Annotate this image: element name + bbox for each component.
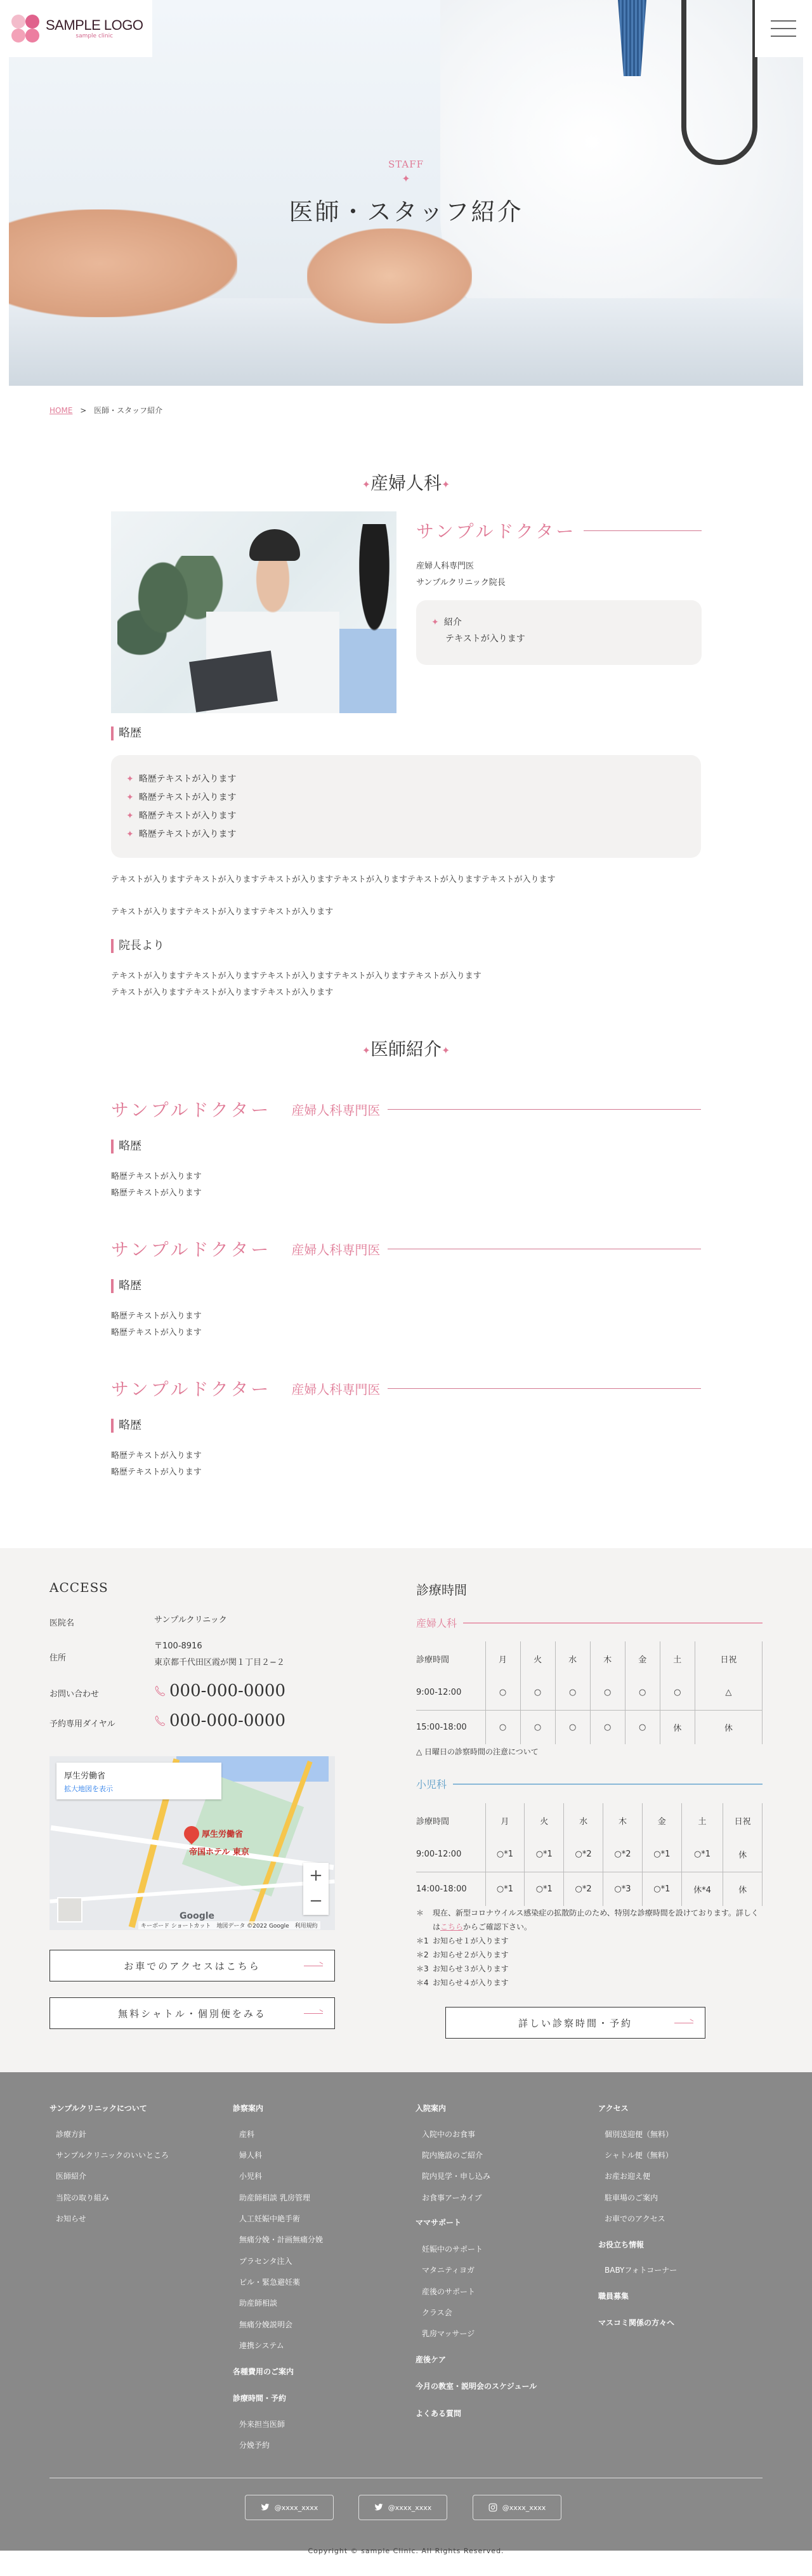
zoom-out-button[interactable]: − [309, 1891, 323, 1910]
cell: ○*1 [525, 1837, 564, 1872]
postal-code: 〒100-8916 [154, 1641, 202, 1651]
page-title: 医師・スタッフ紹介 [289, 198, 523, 226]
access-label: 予約専用ダイヤル [49, 1719, 115, 1729]
instagram-icon [488, 2503, 497, 2512]
cell: ○ [485, 1710, 520, 1744]
sns-handle: @xxxx_xxxx [274, 2503, 318, 2512]
footer-link[interactable]: 妊娠中のサポート [422, 2245, 483, 2254]
body-paragraph: テキストが入りますテキストが入りますテキストが入ります [111, 907, 334, 917]
footer-heading[interactable]: 産後ケア [416, 2355, 447, 2364]
footer [0, 2072, 812, 2551]
street-address: 東京都千代田区霞が関１丁目２−２ [154, 1658, 285, 1667]
note-key: ＊3 [416, 1964, 429, 1973]
cell: ○*1 [642, 1837, 681, 1872]
hamburger-line [771, 36, 796, 37]
footer-link[interactable]: 入院中のお食事 [422, 2130, 476, 2139]
phone-icon [154, 1714, 166, 1727]
logo-sub-text: sample clinic [75, 32, 114, 39]
sns-handle: @xxxx_xxxx [388, 2503, 432, 2512]
career-text: 略歴テキストが入ります [138, 792, 237, 803]
footer-link[interactable]: ピル・緊急避妊薬 [239, 2278, 301, 2287]
hours-title: 診療時間 [416, 1582, 467, 1598]
footer-link[interactable]: 助産師相談 乳房管理 [239, 2193, 310, 2202]
breadcrumb-home-link[interactable]: HOME [49, 406, 73, 415]
footer-link[interactable]: サンプルクリニックのいいところ [56, 2151, 169, 2160]
footer-heading[interactable]: 診察案内 [233, 2104, 264, 2113]
map-pin-label: 厚生労働省 [202, 1830, 244, 1839]
header-cell: 日祝 [723, 1803, 763, 1837]
footer-heading[interactable]: 診療時間・予約 [233, 2394, 287, 2403]
list-item [126, 770, 686, 789]
message-line: テキストが入りますテキストが入りますテキストが入ります [111, 988, 334, 997]
doctor-specialty: 産婦人科専門医 [291, 1381, 381, 1397]
cell: △ [695, 1676, 762, 1710]
note-text: お知らせ４が入ります [433, 1978, 509, 1987]
header-cell: 水 [555, 1641, 590, 1676]
cell: ○*1 [681, 1837, 723, 1872]
footer-link[interactable]: 院内見学・申し込み [422, 2172, 491, 2181]
cell: ○ [625, 1676, 660, 1710]
footer-link[interactable]: BABYフォトコーナー [605, 2266, 678, 2275]
dept-label: 産婦人科 [416, 1617, 457, 1629]
address [154, 1638, 285, 1671]
cell: 休*4 [681, 1872, 723, 1906]
footer-heading[interactable]: 各種費用のご案内 [233, 2367, 294, 2376]
shuttle-button[interactable] [49, 1997, 335, 2029]
note-text: お知らせ３が入ります [433, 1964, 509, 1973]
access-label: お問い合わせ [49, 1690, 100, 1699]
footer-heading[interactable]: お役立ち情報 [598, 2240, 645, 2249]
cell: 9:00-12:00 [416, 1850, 462, 1860]
dept-heading-obgyn [416, 1615, 763, 1630]
sns-handle: @xxxx_xxxx [502, 2503, 546, 2512]
doctor-name-heading [111, 1236, 701, 1261]
twitter-link[interactable] [358, 2495, 447, 2520]
career-line: 略歴テキストが入ります [111, 1468, 202, 1477]
footer-link[interactable]: 外来担当医師 [239, 2420, 285, 2429]
sparkle-icon: ✦ [126, 811, 134, 821]
header-cell: 月 [485, 1803, 525, 1837]
cell: 14:00-18:00 [416, 1872, 485, 1906]
footer-heading[interactable]: マスコミ関係の方々へ [598, 2318, 675, 2327]
footer-link[interactable]: 産科 [239, 2130, 255, 2139]
arrow-right-icon [304, 2013, 323, 2014]
role-line: 産婦人科専門医 [416, 562, 475, 571]
street-view-button[interactable] [57, 1897, 82, 1922]
career-line: 略歴テキストが入ります [111, 1172, 202, 1181]
note-key: ＊2 [416, 1950, 429, 1959]
header-cell: 水 [564, 1803, 603, 1837]
cell: ○ [520, 1710, 555, 1744]
footer-link[interactable]: マタニティヨガ [422, 2266, 475, 2275]
cell: 休 [695, 1710, 762, 1744]
breadcrumb-current: 医師・スタッフ紹介 [94, 406, 163, 415]
sunday-note: △ 日曜日の診察時間の注意について [416, 1747, 539, 1756]
message-heading: 院長より [111, 939, 164, 953]
footer-heading[interactable]: アクセス [598, 2104, 629, 2113]
twitter-icon [374, 2504, 383, 2511]
breadcrumb-separator: > [80, 406, 87, 415]
cell: ○*1 [485, 1837, 525, 1872]
map-zoom-control [303, 1863, 329, 1915]
doctor-specialty: 産婦人科専門医 [291, 1102, 381, 1118]
section-title-obgyn [0, 470, 812, 495]
cell: ○ [590, 1676, 625, 1710]
list-item [126, 789, 686, 807]
access-title: ACCESS [49, 1580, 108, 1595]
note-key: ＊4 [416, 1978, 429, 1987]
cell: ○*1 [485, 1872, 525, 1906]
divider-line [388, 1388, 701, 1389]
divider-line [388, 1109, 701, 1110]
cell: ○*3 [603, 1872, 643, 1906]
cell: ○ [485, 1676, 520, 1710]
footer-link[interactable]: 小児科 [239, 2172, 263, 2181]
footer-link[interactable]: 連携システム [239, 2341, 284, 2350]
hamburger-line [771, 28, 796, 29]
section-title-text: 医師紹介 [370, 1039, 442, 1060]
cell: 15:00-18:00 [416, 1710, 485, 1744]
career-line: 略歴テキストが入ります [111, 1311, 202, 1321]
sparkle-icon: ✦ [362, 478, 370, 490]
map-enlarge-link[interactable]: 拡大地図を表示 [64, 1785, 113, 1793]
map-info-card [56, 1763, 221, 1799]
doctor-specialty: 産婦人科専門医 [291, 1242, 381, 1258]
clover-logo-icon [10, 13, 41, 44]
cell: ○ [555, 1676, 590, 1710]
zoom-in-button[interactable]: + [309, 1866, 323, 1885]
header-cell: 金 [642, 1803, 681, 1837]
career-list [111, 755, 701, 858]
map-place-name: 厚生労働省 [64, 1771, 106, 1781]
doctor-name-heading [111, 1096, 701, 1122]
footer-link[interactable]: 分娩予約 [239, 2441, 270, 2450]
sparkle-icon: ✦ [126, 829, 134, 839]
cell: ○*2 [603, 1837, 643, 1872]
note-text: からご確認下さい。 [463, 1922, 532, 1931]
header-cell: 木 [590, 1641, 625, 1676]
obgyn-hours-table [416, 1641, 763, 1744]
logo-main-text: SAMPLE LOGO [46, 16, 143, 33]
button-label: お車でのアクセスはこちら [124, 1960, 261, 1972]
footer-link[interactable]: 当院の取り組み [56, 2193, 110, 2202]
map-landmark-label: 帝国ホテル 東京 [189, 1848, 249, 1857]
note-key: ＊ [416, 1909, 424, 1917]
note-text: お知らせ１が入ります [433, 1936, 509, 1945]
clinic-name: サンプルクリニック [154, 1615, 227, 1625]
message-line: テキストが入りますテキストが入りますテキストが入りますテキストが入りますテキストが入ります [111, 971, 481, 981]
footer-heading[interactable]: よくある質問 [416, 2409, 462, 2418]
page-hero-title [0, 159, 812, 227]
director-name-heading [416, 518, 702, 543]
cell: ○*2 [564, 1872, 603, 1906]
cell: ○*1 [642, 1872, 681, 1906]
footer-heading[interactable]: 入院案内 [416, 2104, 447, 2113]
header-cell: 診療時間 [416, 1817, 450, 1827]
cell: 休 [660, 1710, 695, 1744]
phone-icon [154, 1685, 166, 1697]
footer-link[interactable]: クラス会 [422, 2308, 452, 2317]
button-label: 詳しい診察時間・予約 [518, 2017, 632, 2029]
career-line: 略歴テキストが入ります [111, 1188, 202, 1198]
dept-heading-pediatrics [416, 1777, 763, 1791]
sparkle-icon: ✦ [442, 1044, 450, 1056]
footer-link[interactable]: 駐車場のご案内 [605, 2193, 658, 2202]
list-item [126, 825, 686, 844]
footer-link[interactable]: 産後のサポート [422, 2287, 476, 2296]
note-item [416, 1934, 763, 1948]
note-item [416, 1976, 763, 1990]
header-cell: 土 [681, 1803, 723, 1837]
career-text: 略歴テキストが入ります [138, 829, 237, 839]
note-item [416, 1962, 763, 1976]
doctor-role [416, 558, 506, 591]
phone-number: 000-000-0000 [169, 1711, 285, 1730]
doctor-name: サンプルドクター [111, 1239, 272, 1260]
cell: 9:00-12:00 [416, 1688, 462, 1698]
doctor-name: サンプルドクター [416, 521, 577, 542]
details-link[interactable]: こちら [440, 1922, 464, 1931]
hamburger-menu-icon [771, 20, 796, 22]
site-logo[interactable] [0, 0, 152, 57]
header-cell: 金 [625, 1641, 660, 1676]
contact-phone[interactable] [154, 1681, 285, 1700]
cell: ○ [555, 1710, 590, 1744]
table-row [416, 1676, 763, 1710]
doctor-name: サンプルドクター [111, 1379, 272, 1400]
table-row [416, 1710, 763, 1744]
footer-heading[interactable]: 職員募集 [598, 2292, 629, 2301]
note-item [416, 1948, 763, 1962]
divider-line [584, 530, 702, 531]
cell: ○ [625, 1710, 660, 1744]
header-cell: 火 [520, 1641, 555, 1676]
table-row [416, 1872, 763, 1906]
hero-subtitle: STAFF [388, 159, 424, 170]
footer-heading[interactable]: 今月の教室・説明会のスケジュール [416, 2382, 537, 2391]
footer-heading[interactable]: ママサポート [416, 2218, 462, 2227]
footer-link[interactable]: 院内施設のご紹介 [422, 2151, 483, 2160]
note-text: 現在、新型コロナウイルス感染症の拡散防止のため、特別な診療時間を設けております。詳しくは [433, 1909, 759, 1931]
intro-label: 紹介 [443, 617, 462, 628]
footer-link[interactable]: シャトル便（無料） [605, 2151, 673, 2160]
table-header-row [416, 1641, 763, 1676]
table-header-row [416, 1803, 763, 1837]
header-cell: 木 [603, 1803, 643, 1837]
footer-heading[interactable]: サンプルクリニックについて [49, 2104, 147, 2113]
cell: 休 [723, 1837, 763, 1872]
detailed-hours-button[interactable] [445, 2007, 705, 2039]
career-text: 略歴テキストが入ります [138, 811, 237, 821]
breadcrumb [49, 405, 162, 416]
hamburger-menu-button[interactable] [755, 0, 812, 57]
list-item [126, 807, 686, 825]
header-cell: 月 [485, 1641, 520, 1676]
footer-link[interactable]: 無痛分娩・計画無痛分娩 [239, 2235, 324, 2244]
header-cell: 日祝 [695, 1641, 762, 1676]
footer-link[interactable]: 婦人科 [239, 2151, 263, 2160]
role-line: サンプルクリニック院長 [416, 578, 506, 588]
access-label: 医院名 [49, 1619, 75, 1628]
note-text: お知らせ２が入ります [433, 1950, 509, 1959]
map-attribution[interactable]: キーボード ショートカット 地図データ ©2022 Google 利用規約 [138, 1921, 320, 1929]
reservation-phone[interactable] [154, 1711, 285, 1730]
header-cell: 土 [660, 1641, 695, 1676]
copyright: Copyright © sample Clinic. All Rights Reserved. [308, 2547, 504, 2555]
doctor-name: サンプルドクター [111, 1100, 272, 1120]
doctor-name-heading [111, 1376, 701, 1401]
cell: ○ [660, 1676, 695, 1710]
footer-link[interactable]: 個別送迎便（無料） [605, 2130, 674, 2139]
divider-line [463, 1622, 763, 1624]
doctor-photo [111, 511, 396, 713]
sparkle-icon: ✦ [126, 774, 134, 784]
google-map[interactable] [49, 1756, 335, 1930]
career-heading: 略歴 [111, 1279, 141, 1293]
footer-link[interactable]: 助産師相談 [239, 2299, 278, 2308]
phone-number: 000-000-0000 [169, 1681, 285, 1700]
pediatrics-hours-table [416, 1803, 763, 1906]
twitter-icon [261, 2504, 270, 2511]
body-paragraph: テキストが入りますテキストが入りますテキストが入りますテキストが入りますテキストが入りますテキストが入ります [111, 875, 556, 884]
access-label: 住所 [49, 1653, 67, 1663]
footer-link[interactable]: お産お迎え便 [605, 2172, 651, 2181]
cell: ○ [520, 1676, 555, 1710]
sparkle-icon: ✦ [362, 1044, 370, 1056]
section-title-doctors [0, 1035, 812, 1061]
google-logo: Google [180, 1911, 215, 1921]
footer-link[interactable]: お車でのアクセス [605, 2214, 665, 2223]
button-label: 無料シャトル・個別便をみる [118, 2008, 266, 2020]
note-key: ＊1 [416, 1936, 429, 1945]
footer-link[interactable]: 診療方針 [56, 2130, 87, 2139]
sparkle-icon: ✦ [442, 478, 450, 490]
career-heading: 略歴 [111, 726, 141, 740]
cell: ○*1 [525, 1872, 564, 1906]
header-cell: 診療時間 [416, 1655, 450, 1665]
cell: ○*2 [564, 1837, 603, 1872]
sparkle-icon: ✦ [402, 173, 410, 185]
intro-box [416, 600, 702, 665]
career-line: 略歴テキストが入ります [111, 1328, 202, 1337]
career-heading: 略歴 [111, 1419, 141, 1433]
footer-link[interactable]: 無痛分娩説明会 [239, 2320, 293, 2329]
divider-line [453, 1784, 763, 1785]
car-access-button[interactable] [49, 1950, 335, 1981]
twitter-link[interactable] [245, 2495, 334, 2520]
career-text: 略歴テキストが入ります [138, 774, 237, 784]
dept-label: 小児科 [416, 1778, 447, 1791]
sparkle-icon: ✦ [431, 617, 439, 628]
section-title-text: 産婦人科 [370, 473, 442, 494]
header-cell: 火 [525, 1803, 564, 1837]
table-row [416, 1837, 763, 1872]
career-line: 略歴テキストが入ります [111, 1451, 202, 1461]
intro-text: テキストが入ります [445, 634, 525, 644]
footer-link[interactable]: 医師紹介 [56, 2172, 87, 2181]
hours-notes [416, 1906, 763, 1990]
cell: 休 [723, 1872, 763, 1906]
footer-link[interactable]: 人工妊娠中絶手術 [239, 2214, 301, 2223]
footer-link[interactable]: お知らせ [56, 2214, 86, 2223]
cell: ○ [590, 1710, 625, 1744]
sparkle-icon: ✦ [126, 792, 134, 803]
note-item [416, 1906, 763, 1934]
footer-link[interactable]: 乳房マッサージ [422, 2329, 475, 2338]
career-heading: 略歴 [111, 1140, 141, 1153]
footer-link[interactable]: プラセンタ注入 [239, 2257, 292, 2266]
footer-link[interactable]: お食事アーカイブ [422, 2193, 482, 2202]
instagram-link[interactable] [473, 2495, 561, 2520]
